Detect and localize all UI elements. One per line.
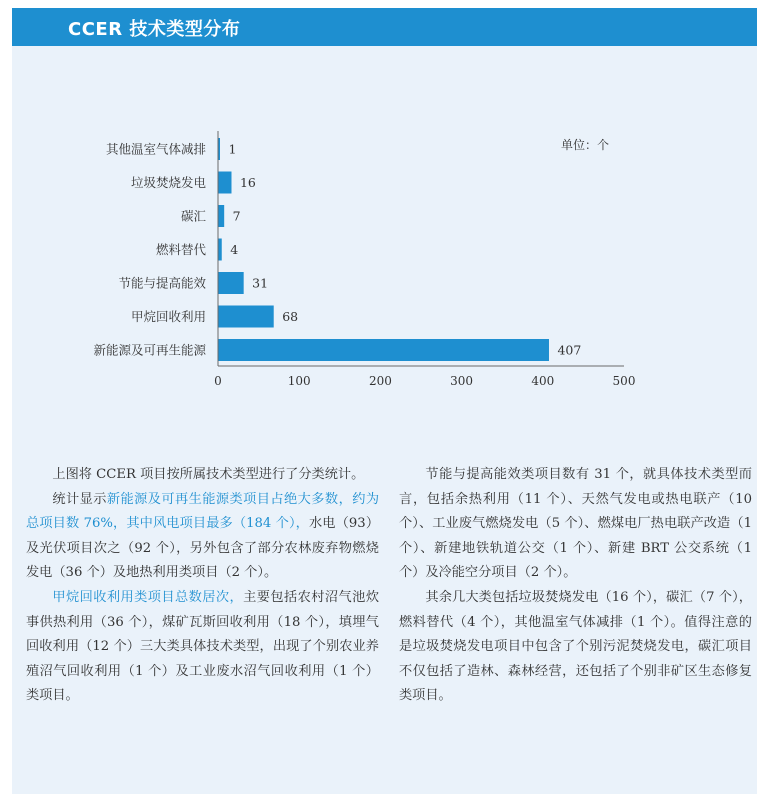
x-tick-label: 300 — [450, 374, 474, 388]
bar — [219, 138, 221, 160]
bar — [219, 239, 222, 261]
paragraph-others — [399, 586, 752, 709]
unit-label: 单位：个 — [561, 138, 610, 152]
bar — [219, 205, 225, 227]
x-tick-label: 0 — [214, 374, 222, 388]
bar-chart — [12, 8, 757, 448]
paragraph-methane — [26, 586, 379, 709]
value-label: 7 — [232, 208, 241, 224]
x-tick-label: 500 — [612, 374, 636, 388]
report-panel — [12, 8, 757, 794]
value-label: 407 — [557, 342, 582, 358]
category-label: 燃料替代 — [155, 242, 206, 257]
bar — [219, 172, 232, 194]
section-title: CCER 技术类型分布 — [68, 19, 241, 40]
paragraph-efficiency — [399, 463, 752, 586]
labels — [93, 142, 581, 358]
value-label: 1 — [228, 141, 237, 157]
paragraph-text: 水电（93）及光伏项目次之（92 个），另外包含了部分农林废弃物燃烧发电（36 个）及地热利用类项目（2 个）。 — [26, 516, 380, 581]
x-tick-label: 100 — [287, 374, 311, 388]
paragraph-text: 统计显示 — [52, 491, 107, 507]
highlight-text: 新能源及可再生能源类项目占绝大多数，约为总项目数 76%，其中风电项目最多（184 个）， — [26, 491, 380, 532]
paragraph-intro — [26, 463, 379, 488]
category-label: 其他温室气体减排 — [105, 141, 206, 157]
paragraph-text: 主要包括农村沼气池炊事供热利用（36 个），煤矿瓦斯回收利用（18 个），填埋气回收利用（12 个）三大类具体技术类型，出现了个别农业养殖沼气回收利用（1 个）及工业废水沼气回收利用（1 个）类项目。 — [26, 589, 380, 704]
value-label: 16 — [239, 175, 256, 190]
paragraph-text: 节能与提高能效类项目数有 31 个，就具体技术类型而言，包括余热利用（11 个）、天然气发电或热电联产（10 个）、工业废气燃烧发电（5 个）、燃煤电厂热电联产改造（1 个）、新建地铁轨道公交（1 个）、新建 BRT 公交系统（1 个）及冷能空分项目（2 个）。 — [399, 467, 752, 581]
bar — [219, 306, 274, 328]
highlight-text: 甲烷回收利用类项目总数居次， — [52, 589, 244, 605]
bar — [219, 339, 549, 361]
category-label: 碳汇 — [180, 208, 206, 224]
value-label: 68 — [282, 309, 299, 324]
paragraph-text: 其余几大类包括垃圾焚烧发电（16 个），碳汇（7 个），燃料替代（4 个），其他温室气体减排（1 个）。值得注意的是垃圾焚烧发电项目中包含了个别污泥焚烧发电，碳汇项目不仅包括了造林、森林经营，还包括了个别非矿区生态修复类项目。 — [399, 589, 752, 704]
paragraph-text: 上图将 CCER 项目按所属技术类型进行了分类统计。 — [52, 467, 365, 482]
category-label: 垃圾焚烧发电 — [130, 175, 206, 190]
text-column-left — [26, 463, 379, 709]
bars — [219, 138, 549, 361]
value-label: 31 — [252, 275, 269, 291]
x-tick-label: 200 — [368, 374, 392, 388]
value-label: 4 — [230, 242, 239, 257]
text-column-right — [399, 463, 752, 709]
category-label: 新能源及可再生能源 — [93, 342, 206, 358]
bar — [219, 272, 244, 294]
x-tick-label: 400 — [531, 374, 555, 388]
paragraph-renewables — [26, 488, 379, 586]
category-label: 甲烷回收利用 — [130, 309, 206, 324]
category-label: 节能与提高能效 — [118, 275, 206, 291]
